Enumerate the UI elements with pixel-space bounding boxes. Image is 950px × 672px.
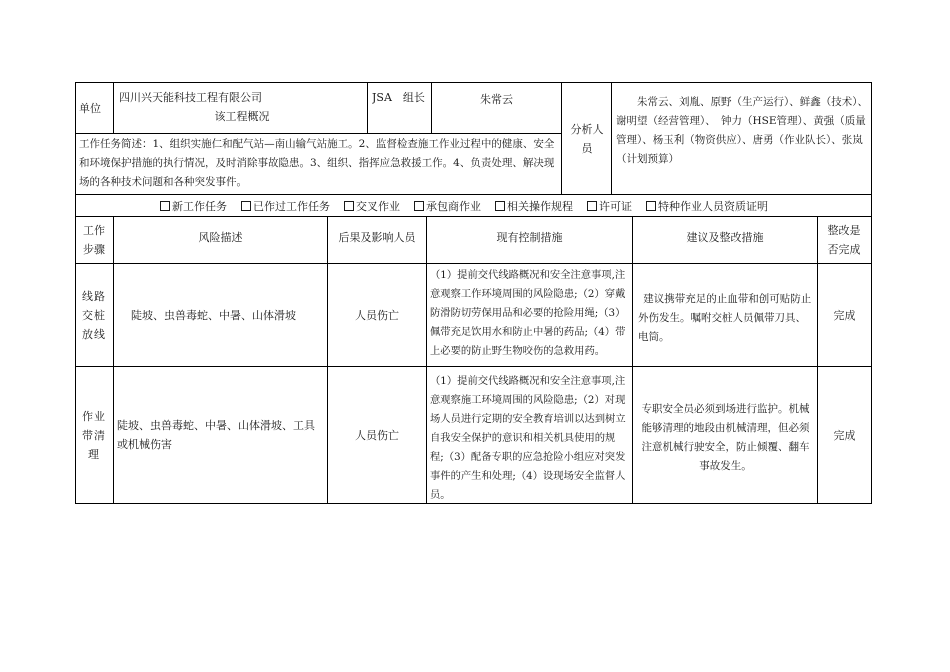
project-overview-label: 该工程概况 xyxy=(214,110,270,123)
table-line-col-4 xyxy=(632,216,633,503)
checkbox-icon xyxy=(587,201,597,211)
table-border-top xyxy=(75,82,872,83)
table-line-header-1 xyxy=(75,133,561,134)
table-border-right xyxy=(871,82,872,503)
unit-label: 单位 xyxy=(79,102,101,115)
row-2-risk: 陡坡、虫兽毒蛇、中暑、山体滑坡、工具或机械伤害 xyxy=(117,419,315,451)
checkbox-option-new-task[interactable]: 新工作任务 xyxy=(160,198,227,214)
column-header-suggestions: 建议及整改措施 xyxy=(686,231,764,244)
table-border-bottom xyxy=(75,503,872,504)
column-header-controls: 现有控制措施 xyxy=(496,231,563,244)
checkbox-option-permit[interactable]: 许可证 xyxy=(587,198,632,214)
unit-value: 四川兴天能科技工程有限公司 xyxy=(119,91,262,104)
table-line-checks xyxy=(75,216,872,217)
table-line-header-2 xyxy=(75,194,872,195)
checkbox-option-contractor[interactable]: 承包商作业 xyxy=(414,198,481,214)
row-1-status: 完成 xyxy=(833,309,856,322)
table-line-unit xyxy=(113,82,114,133)
row-1-risk: 陡坡、虫兽毒蛇、中暑、山体滑坡 xyxy=(131,309,296,322)
row-2-consequence: 人员伤亡 xyxy=(355,429,399,442)
row-1-consequence: 人员伤亡 xyxy=(355,309,399,322)
checkbox-option-cross-work[interactable]: 交叉作业 xyxy=(344,198,400,214)
checkbox-icon xyxy=(646,201,656,211)
jsa-leader-label: JSA 组长 xyxy=(372,91,425,104)
checkbox-icon xyxy=(241,201,251,211)
checkbox-option-qualification[interactable]: 特种作业人员资质证明 xyxy=(646,198,768,214)
checkbox-icon xyxy=(495,201,505,211)
column-header-status: 整改是否完成 xyxy=(827,224,861,256)
checkbox-icon xyxy=(344,201,354,211)
task-description: 工作任务简述：1、组织实施仁和配气站—南山输气站施工。2、监督检查施工作业过程中的健康、安全和环境保护措施的执行情况，及时消除事故隐患。3、组织、指挥应急救援工作。4、负责处理、解决现场的各种技术问题和各种突发事件。 xyxy=(79,138,555,188)
analysts-value: 朱常云、刘胤、原野（生产运行）、鲜鑫（技术）、谢明望（经营管理）、 钟力（HSE管理）、黄强（质量管理）、杨玉利（物资供应）、唐勇（作业队长）、张岚（计划预算） xyxy=(616,96,868,165)
table-line-analysts-value xyxy=(611,82,612,194)
checkbox-row xyxy=(160,198,860,216)
row-2-controls: （1）提前交代线路概况和安全注意事项,注意观察施工环境周围的风险隐患;（2）对现场人员进行定期的安全教育培训以达到树立自我安全保护的意识和相关机具使用的规程;（3）配备专职的应急抢险小组应对突发事件的产生和处理;（4）设现场安全监督人员。 xyxy=(430,375,626,501)
checkbox-option-done-task[interactable]: 已作过工作任务 xyxy=(241,198,330,214)
table-line-col-1 xyxy=(113,216,114,503)
table-line-jsa xyxy=(367,82,368,133)
jsa-leader-value: 朱常云 xyxy=(480,93,513,106)
column-header-risk: 风险描述 xyxy=(198,231,243,244)
row-2-suggestions: 专职安全员必须到场进行监护。机械能够清理的地段由机械清理，但必须注意机械行驶安全，防止倾覆、翻车事故发生。 xyxy=(641,403,810,472)
table-line-analysts xyxy=(561,82,562,194)
row-1-suggestions: 建议携带充足的止血带和创可贴防止外伤发生。嘱咐交桩人员佩带刀具、电筒。 xyxy=(638,293,812,343)
row-1-step: 线路交桩放线 xyxy=(82,289,106,341)
column-header-consequence: 后果及影响人员 xyxy=(338,231,416,244)
checkbox-icon xyxy=(414,201,424,211)
analysts-label: 分析人员 xyxy=(570,122,604,155)
table-line-col-3 xyxy=(426,216,427,503)
checkbox-option-procedures[interactable]: 相关操作规程 xyxy=(495,198,573,214)
column-header-step: 工作步骤 xyxy=(83,224,105,256)
row-1-controls: （1）提前交代线路概况和安全注意事项,注意观察工作环境周围的风险隐患;（2）穿戴防滑防切劳保用品和必要的抢险用绳;（3）佩带充足饮用水和防止中暑的药品;（4）带上必要的防止野生物咬伤的急救用药。 xyxy=(430,269,626,357)
row-2-step: 作业带清理 xyxy=(82,409,106,461)
table-border-left xyxy=(75,82,76,503)
row-2-status: 完成 xyxy=(833,429,856,442)
checkbox-icon xyxy=(160,201,170,211)
